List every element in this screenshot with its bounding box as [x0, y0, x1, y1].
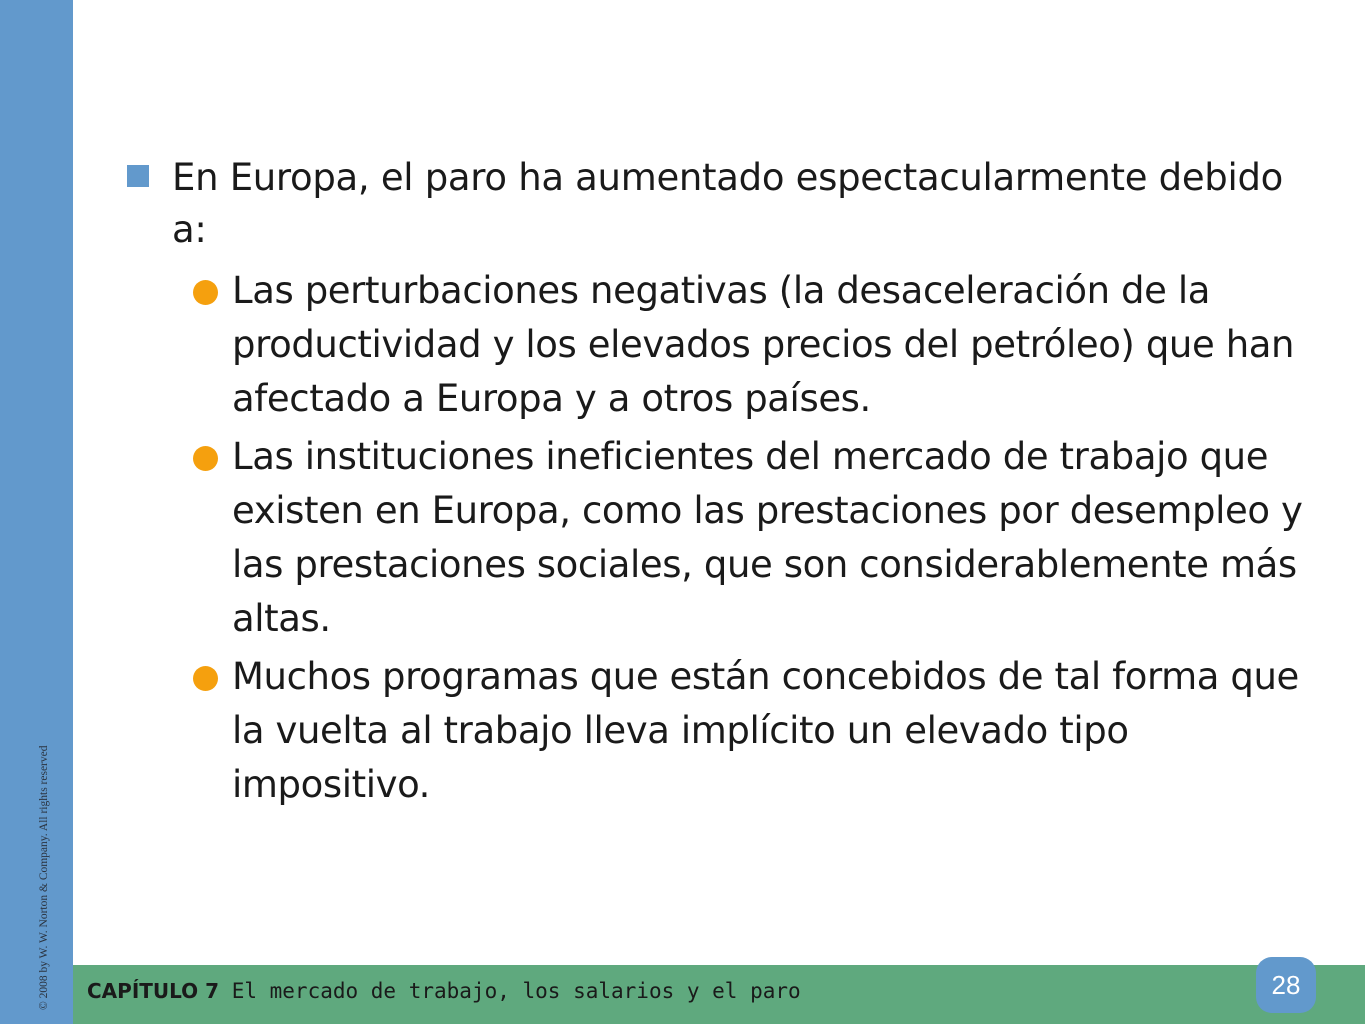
page-number-badge: 28: [1256, 957, 1316, 1013]
footer-chapter-title: [87, 974, 801, 1008]
sub-bullet-item: [124, 430, 1314, 646]
chapter-title: El mercado de trabajo, los salarios y el paro: [231, 979, 801, 1003]
sub-bullet-text: Las instituciones ineficientes del mercado de trabajo que existen en Europa, como las prestaciones por desempleo y las prestaciones sociales, que son considerablemente más altas.: [232, 435, 1303, 640]
round-bullet-icon: [193, 666, 218, 691]
main-bullet-text: En Europa, el paro ha aumentado espectacularmente debido a:: [172, 156, 1283, 251]
slide-content: [124, 152, 1314, 816]
sub-bullet-item: [124, 650, 1314, 812]
left-sidebar-bar: [0, 0, 73, 965]
chapter-label: CAPÍTULO 7: [87, 979, 220, 1003]
round-bullet-icon: [193, 446, 218, 471]
sub-bullet-text: Muchos programas que están concebidos de tal forma que la vuelta al trabajo lleva implícito un elevado tipo impositivo.: [232, 655, 1299, 806]
square-bullet-icon: [127, 165, 149, 187]
left-sidebar-bar-bottom: [0, 965, 73, 1024]
sub-bullet-item: [124, 264, 1314, 426]
copyright-notice: © 2008 by W. W. Norton & Company. All rights reserved: [38, 745, 50, 1010]
sub-bullet-text: Las perturbaciones negativas (la desaceleración de la productividad y los elevados precios del petróleo) que han afectado a Europa y a otros países.: [232, 269, 1295, 420]
sub-bullet-list: [124, 264, 1314, 812]
round-bullet-icon: [193, 280, 218, 305]
main-bullet-item: [124, 152, 1314, 256]
